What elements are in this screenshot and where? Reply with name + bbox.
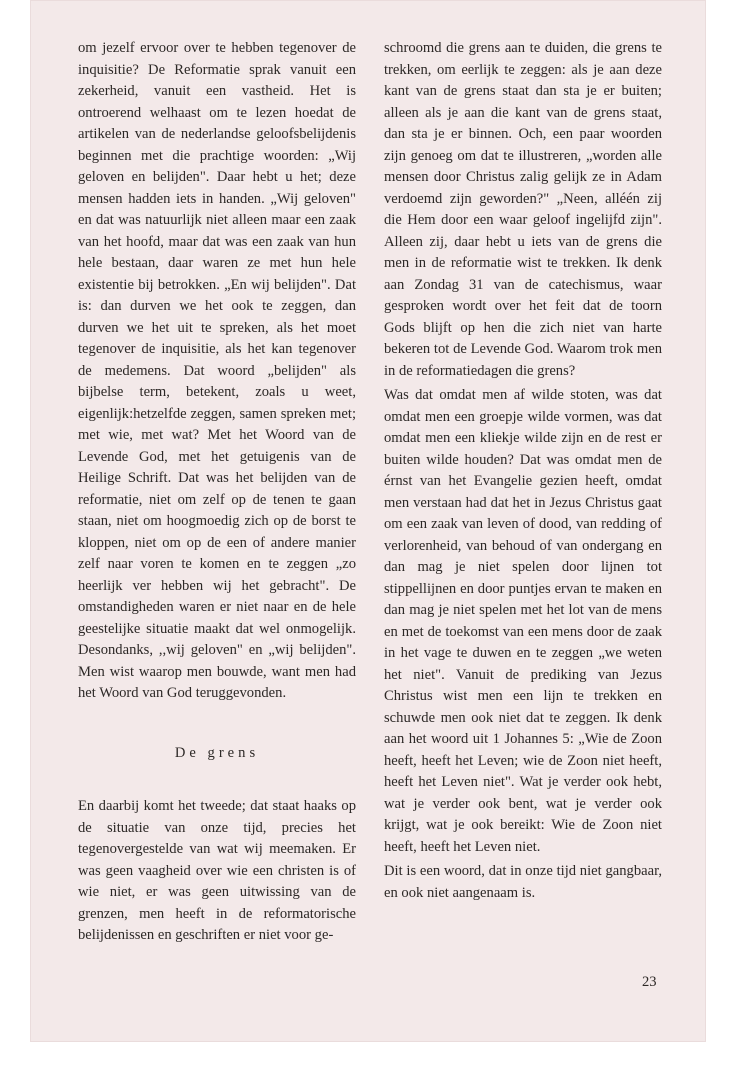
section-heading: De grens [174, 744, 260, 761]
left-paragraph-1: om jezelf ervoor over te hebben tegenover de inquisitie? De Reformatie sprak vanuit een zekerheid, vanuit een vastheid. Het is ontroerend welhaast om te lezen hoedat de artikelen van de nederlandse geloofsbelijdenis beginnen met die prachtige woorden: „Wij geloven en belijden". Daar hebt u het; deze mensen hadden iets in handen. „Wij geloven" en dat was natuurlijk niet alleen maar een zaak van het hoofd, maar dat was een zaak van hun hele bestaan, daar waren ze met hun hele existentie bij betrokken. „En wij belijden". Dat is: dan durven we het ook te zeggen, dan durven we het uit te spreken, als het moet tegenover de inquisitie, als het kan tegenover de medemens. Dat woord „belijden" als bijbelse term, betekent, zoals u weet, eigenlijk:hetzelfde zeggen, samen spreken met; met wie, met wat? Met het Woord van de Levende God, met het getuigenis van de Heilige Schrift. Dat was het belijden van de reformatie, niet om zelf op de tenen te gaan staan, niet om hoogmoedig zich op de borst te kloppen, niet om op de een of andere manier zelf naar voren te komen en te zeggen „zo heerlijk ver hebben wij het gebracht". De omstandigheden waren er niet naar en de hele geestelijke situatie maakt dat wel onmogelijk. Desondanks, ,,wij geloven" en „wij belijden". Men wist waarop men bouwde, want men had het Woord van God teruggevonden. [78, 40, 356, 701]
right-paragraph-2: Was dat omdat men af wilde stoten, was dat omdat men een groepje wilde vormen, was dat omdat men een kliekje wilde zijn en de rest er buiten wilde houden? Dat was omdat men de érnst van het Evangelie gezien heeft, omdat men verstaan had dat het in Jezus Christus gaat om een zaak van leven of dood, van redding of verlorenheid, van behoud of van ondergang en dan mag je niet spelen door lijnen tot stippellijnen en door puntjes ervan te maken en dan mag je niet spelen met het lot van de mens en met de toekomst van een mens door de zaak in het vage te duwen en te zeggen „we weten het niet". Vanuit de prediking van Jezus Christus wist men een lijn te trekken en schuwde men ook niet dat te zeggen. Ik denk aan het woord uit 1 Johannes 5: „Wie de Zoon heeft, heeft het Leven; wie de Zoon niet heeft, heeft het Leven niet". Wat je verder ook hebt, wat je verder ook bent, wat je verder ook krijgt, wat je ook bereikt: Wie de Zoon niet heeft, heeft het Leven niet. [384, 387, 662, 855]
book-page [30, 0, 706, 1042]
page-number: 23 [642, 974, 657, 990]
right-column [384, 38, 662, 904]
left-paragraph-2: En daarbij komt het tweede; dat staat haaks op de situatie van onze tijd, precies het tegenovergestelde van wat wij meemaken. Er was geen vaagheid over wie een christen is of wie niet, er was geen uitwissing van de grenzen, men heeft in de reformatorische belijdenissen en geschriften er niet voor ge- [78, 798, 356, 943]
right-paragraph-3: Dit is een woord, dat in onze tijd niet gangbaar, en ook niet aangenaam is. [384, 863, 662, 901]
left-column [78, 38, 356, 947]
right-paragraph-1: schroomd die grens aan te duiden, die grens te trekken, om eerlijk te zeggen: als je aan deze kant van de grens staat dan sta je er buiten; alleen als je aan die kant van de grens staat, dan sta je er binnen. Och, een paar woorden zijn genoeg om dat te illustreren, „worden alle mensen door Christus zalig gelijk ze in Adam verdoemd zijn geworden?" „Neen, alléén zij die Hem door een waar geloof ingelijfd zijn". Alleen zij, daar hebt u iets van de grens die men in de reformatie wist te trekken. Ik denk aan Zondag 31 van de catechismus, waar gesproken wordt over het feit dat de toorn Gods blijft op hen die zich niet van harte bekeren tot de Levende God. Waarom trok men in de reformatiedagen die grens? [384, 40, 662, 379]
